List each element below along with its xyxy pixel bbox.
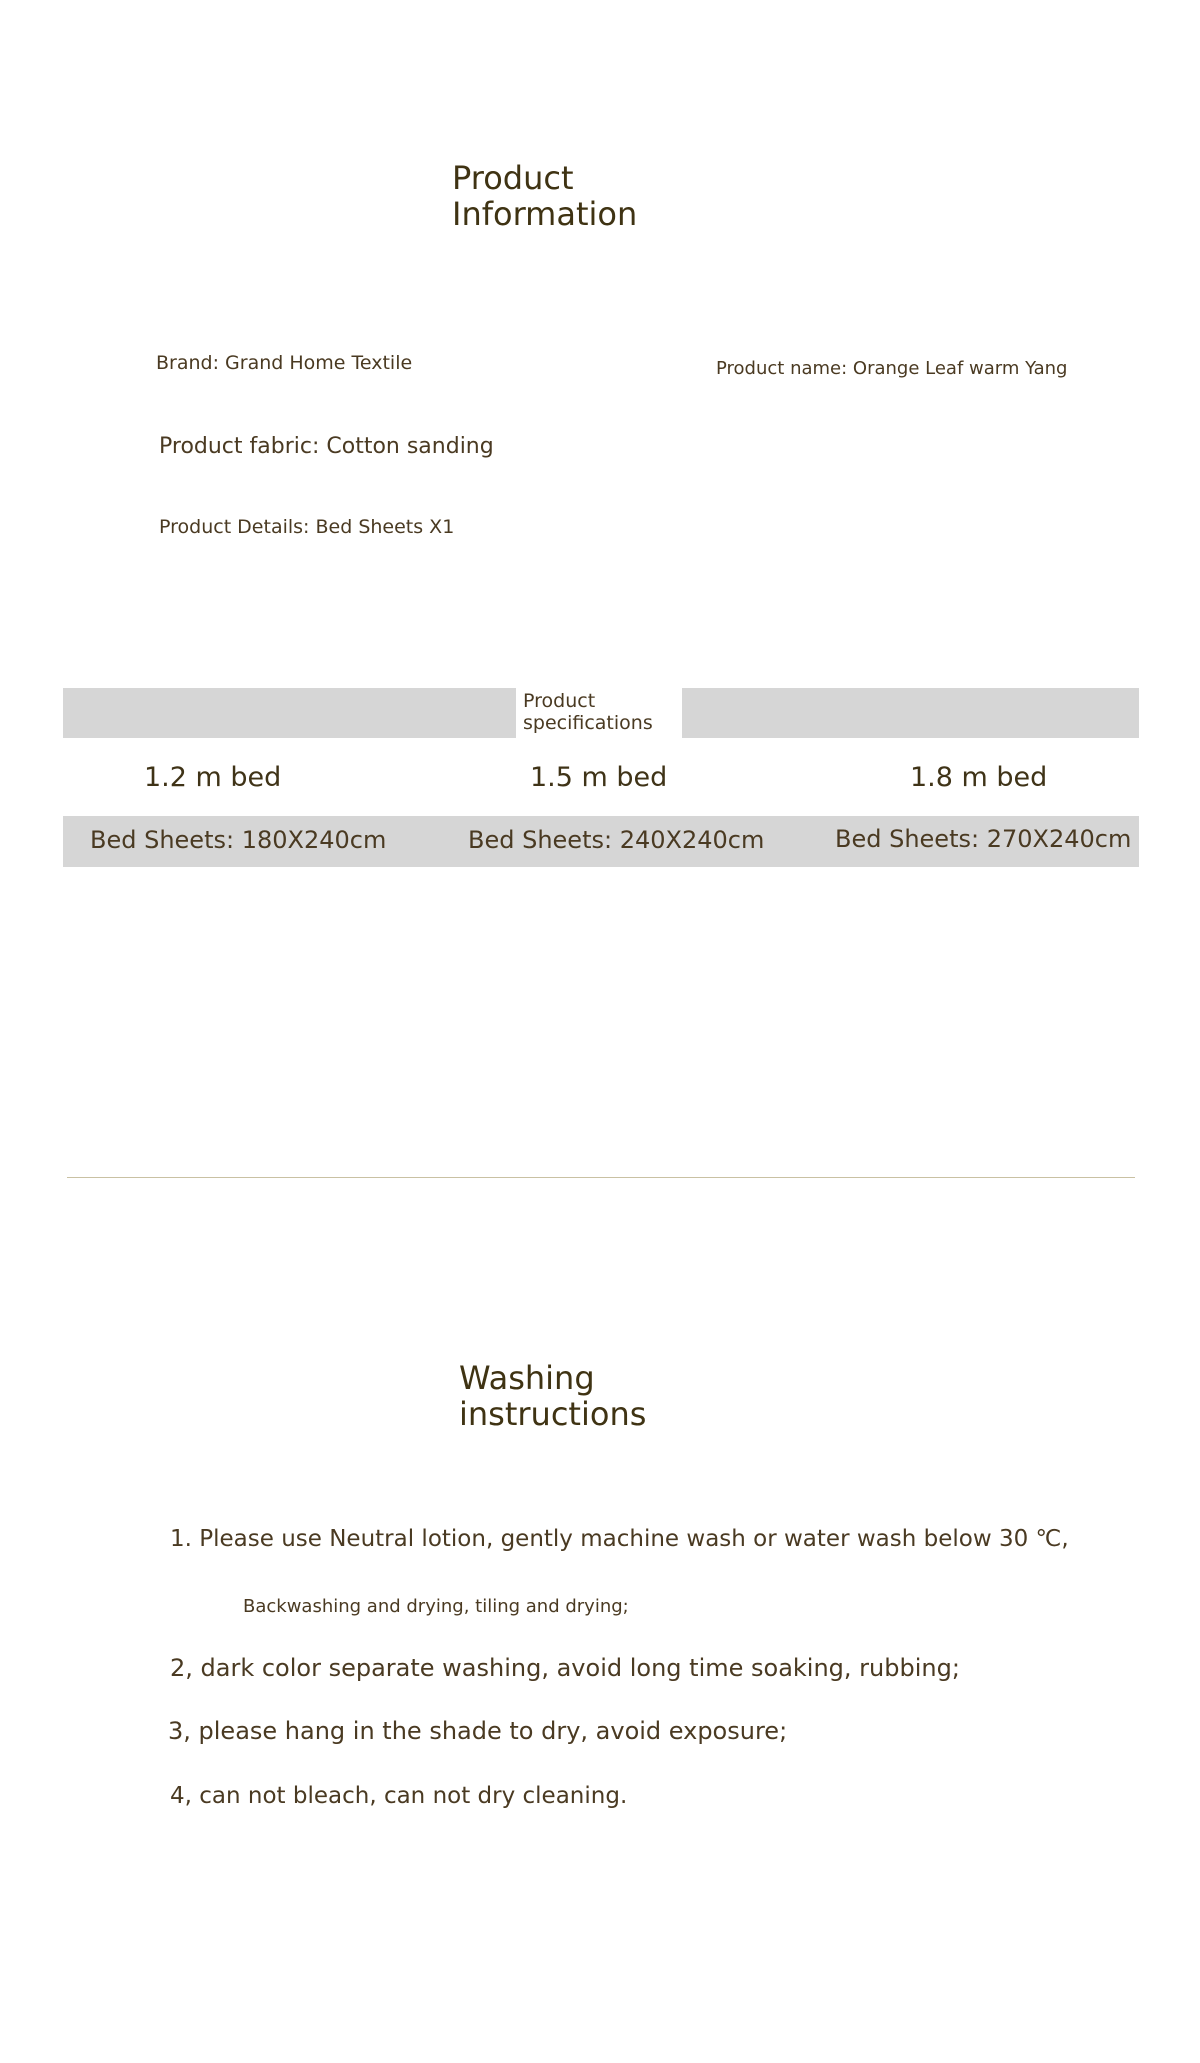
bed-size-3: 1.8 m bed [910,762,1048,793]
sheet-size-3: Bed Sheets: 270X240cm [835,825,1132,853]
section-divider [67,1177,1135,1178]
sheet-size-1: Bed Sheets: 180X240cm [90,826,387,854]
wash-line-2: 2, dark color separate washing, avoid long time soaking, rubbing; [170,1654,960,1682]
bed-size-2: 1.5 m bed [530,762,668,793]
wash-line-4: 4, can not bleach, can not dry cleaning. [170,1783,628,1809]
sheet-size-2: Bed Sheets: 240X240cm [468,826,765,854]
spec-header-label: Product specifications [523,690,653,734]
brand-text: Brand: Grand Home Textile [156,352,413,374]
product-info-title: Product Information [452,159,638,233]
product-name-text: Product name: Orange Leaf warm Yang [716,358,1068,379]
wash-line-1: 1. Please use Neutral lotion, gently machine wash or water wash below 30 ℃, [170,1526,1069,1552]
spec-header-bar-left [63,688,516,738]
fabric-text: Product fabric: Cotton sanding [159,434,494,459]
bed-size-1: 1.2 m bed [144,762,282,793]
wash-line-3: 3, please hang in the shade to dry, avoid exposure; [168,1717,788,1745]
washing-title: Washing instructions [459,1359,647,1433]
wash-line-1-sub: Backwashing and drying, tiling and drying; [243,1596,629,1617]
spec-header-bar-right [682,688,1139,738]
details-text: Product Details: Bed Sheets X1 [159,516,455,538]
